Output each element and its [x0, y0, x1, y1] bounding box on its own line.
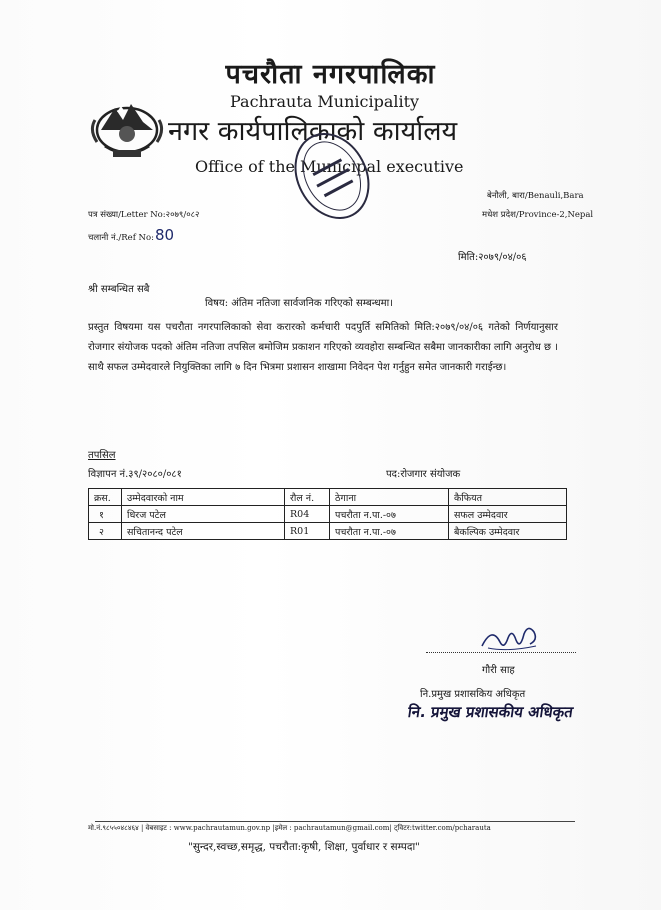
- signatory-title: नि.प्रमुख प्रशासकिय अधिकृत: [420, 689, 526, 700]
- table-cell: पचरौता न.पा.-०७: [330, 523, 449, 540]
- table-cell: R01: [285, 523, 330, 540]
- office-name-english: Office of the Municipal executive: [195, 157, 464, 176]
- post-name: पद:रोजगार संयोजक: [386, 469, 461, 480]
- footer-motto: "सुन्दर,स्वच्छ,समृद्ध, पचरौता:कृषी, शिक्षा, पुर्वाधार र सम्पदा": [188, 841, 421, 853]
- table-cell: १: [89, 506, 122, 523]
- letter-body: प्रस्तुत विषयमा यस पचरौता नगरपालिकाको सेवा करारको कर्मचारी पदपुर्ति समितिको मिति:२०७९/०४/०६ गतेको निर्णयानुसार रोजगार संयोजक पदको अंतिम नतिजा तपसिल बमोजिम प्रकाशन गरिएको व्यवहोरा सम्बन्धित सबैमा जानकारीका लागि अनुरोध छ ।साथै सफल उम्मेदवारले नियुक्तिका लागि ७ दिन भित्रमा प्रशासन शाखामा निवेदन पेश गर्नुहुन समेत जानकारी गराईन्छ।: [88, 322, 558, 373]
- footer-divider: [95, 821, 575, 822]
- results-table: [88, 488, 567, 540]
- signatory-name: गौरी साह: [482, 665, 515, 676]
- footer-contact: मो.नं.९८५५०४८४६४ | वेबसाइट : www.pachrautamun.gov.np |इमेल : pachrautamun@gmail.com| ट्विटर:twitter.com/pcharauta: [88, 824, 491, 832]
- address-line-1: बेनौली, बारा/Benauli,Bara: [487, 191, 584, 201]
- table-cell: २: [89, 523, 122, 540]
- letter-number: पत्र संख्या/Letter No:२०७९/०८२: [88, 210, 200, 220]
- table-cell: सफल उम्मेदवार: [449, 506, 567, 523]
- schedule-label: तपसिल: [88, 450, 116, 461]
- signature-line: [426, 652, 576, 653]
- letter-date: मिति:२०७९/०४/०६: [458, 252, 527, 263]
- column-header: रौल नं.: [285, 489, 330, 506]
- table-cell: सचितानन्द पटेल: [122, 523, 285, 540]
- table-header-row: [89, 489, 567, 506]
- column-header: क्रस.: [89, 489, 122, 506]
- ref-value-handwritten: 80: [154, 226, 175, 244]
- reference-number: [88, 226, 174, 244]
- municipality-name-nepali: पचरौता नगरपालिका: [225, 59, 436, 90]
- title-stamp: नि. प्रमुख प्रशासकीय अधिकृत: [406, 703, 575, 721]
- column-header: ठेगाना: [330, 489, 449, 506]
- subject-line: विषय: अंतिम नतिजा सार्वजनिक गरिएको सम्बन्धमा।: [205, 298, 394, 309]
- notice-number: विज्ञापन नं.३९/२०८०/०८१: [88, 469, 182, 480]
- ref-label: चलानी नं./Ref No:: [88, 233, 154, 243]
- address-line-2: मधेश प्रदेश/Province-2,Nepal: [482, 210, 594, 220]
- table-cell: R04: [285, 506, 330, 523]
- municipal-emblem-icon: [87, 90, 167, 162]
- salutation: श्री सम्बन्धित सबै: [88, 284, 150, 295]
- table-cell: बैकल्पिक उम्मेदवार: [449, 523, 567, 540]
- table-cell: धिरज पटेल: [122, 506, 285, 523]
- office-name-nepali: नगर कार्यपालिकाको कार्यालय: [168, 116, 458, 147]
- column-header: उम्मेदवारको नाम: [122, 489, 285, 506]
- table-cell: पचरौता न.पा.-०७: [330, 506, 449, 523]
- column-header: कैफियत: [449, 489, 567, 506]
- table-row: [89, 506, 567, 523]
- office-seal-stamp: [292, 126, 372, 226]
- table-row: [89, 523, 567, 540]
- municipality-name-english: Pachrauta Municipality: [230, 92, 420, 111]
- handwritten-signature: [478, 620, 542, 654]
